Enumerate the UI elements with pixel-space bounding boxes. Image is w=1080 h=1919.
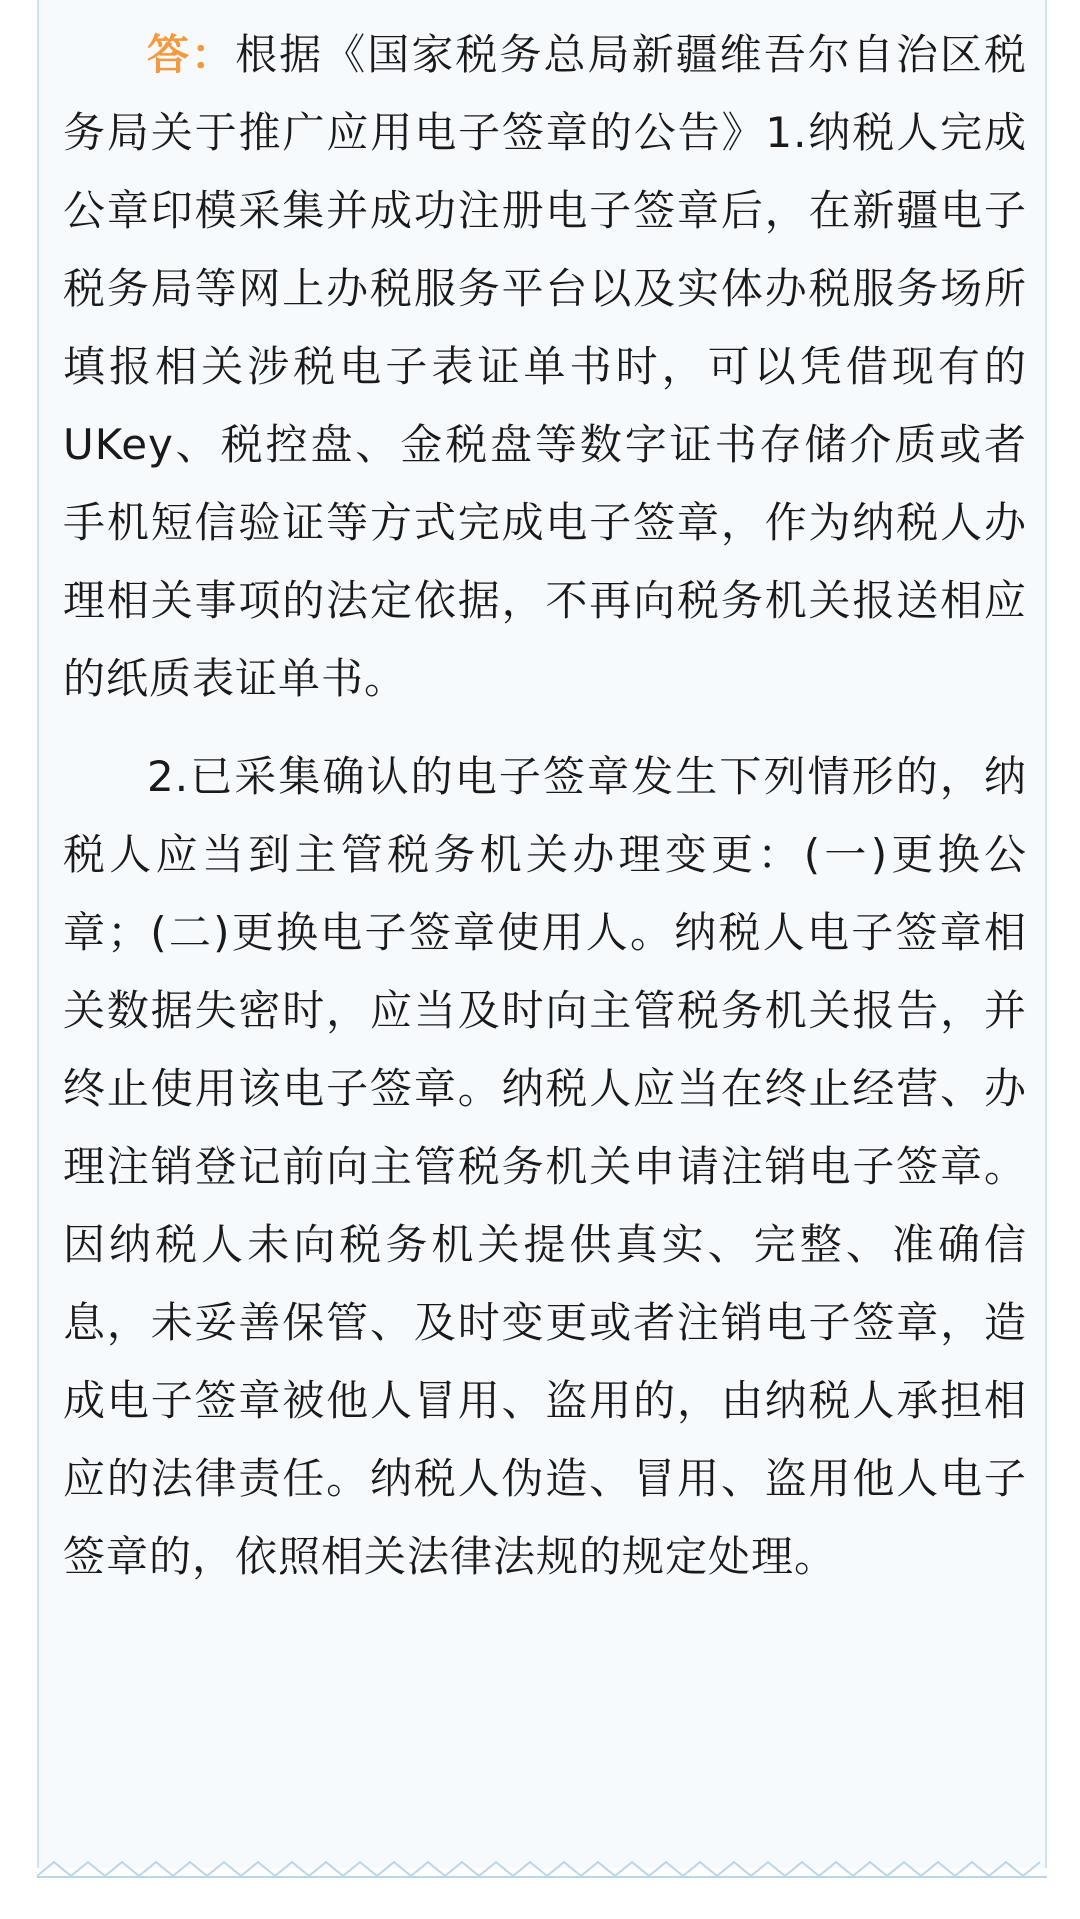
wavy-bottom-border bbox=[37, 1838, 1047, 1884]
answer-paragraph-1-text: 根据《国家税务总局新疆维吾尔自治区税务局关于推广应用电子签章的公告》1.纳税人完成公章印模采集并成功注册电子签章后，在新疆电子税务局等网上办税服务平台以及实体办税服务场所填报相关涉税电子表证单书时，可以凭借现有的UKey、税控盘、金税盘等数字证书存储介质或者手机短信验证等方式完成电子签章，作为纳税人办理相关事项的法定依据，不再向税务机关报送相应的纸质表证单书。 bbox=[63, 30, 1027, 703]
answer-paragraph-2: 2.已采集确认的电子签章发生下列情形的，纳税人应当到主管税务机关办理变更：(一)更换公章；(二)更换电子签章使用人。纳税人电子签章相关数据失密时，应当及时向主管税务机关报告，并终止使用该电子签章。纳税人应当在终止经营、办理注销登记前向主管税务机关申请注销电子签章。因纳税人未向税务机关提供真实、完整、准确信息，未妥善保管、及时变更或者注销电子签章，造成电子签章被他人冒用、盗用的，由纳税人承担相应的法律责任。纳税人伪造、冒用、盗用他人电子签章的，依照相关法律法规的规定处理。 bbox=[63, 752, 1027, 1581]
answer-label: 答： bbox=[147, 30, 236, 79]
answer-content bbox=[63, 16, 1027, 1596]
answer-card bbox=[37, 0, 1047, 1868]
answer-paragraph-1 bbox=[63, 16, 1027, 718]
card-right-border bbox=[1045, 0, 1047, 1868]
card-left-border bbox=[37, 0, 39, 1868]
